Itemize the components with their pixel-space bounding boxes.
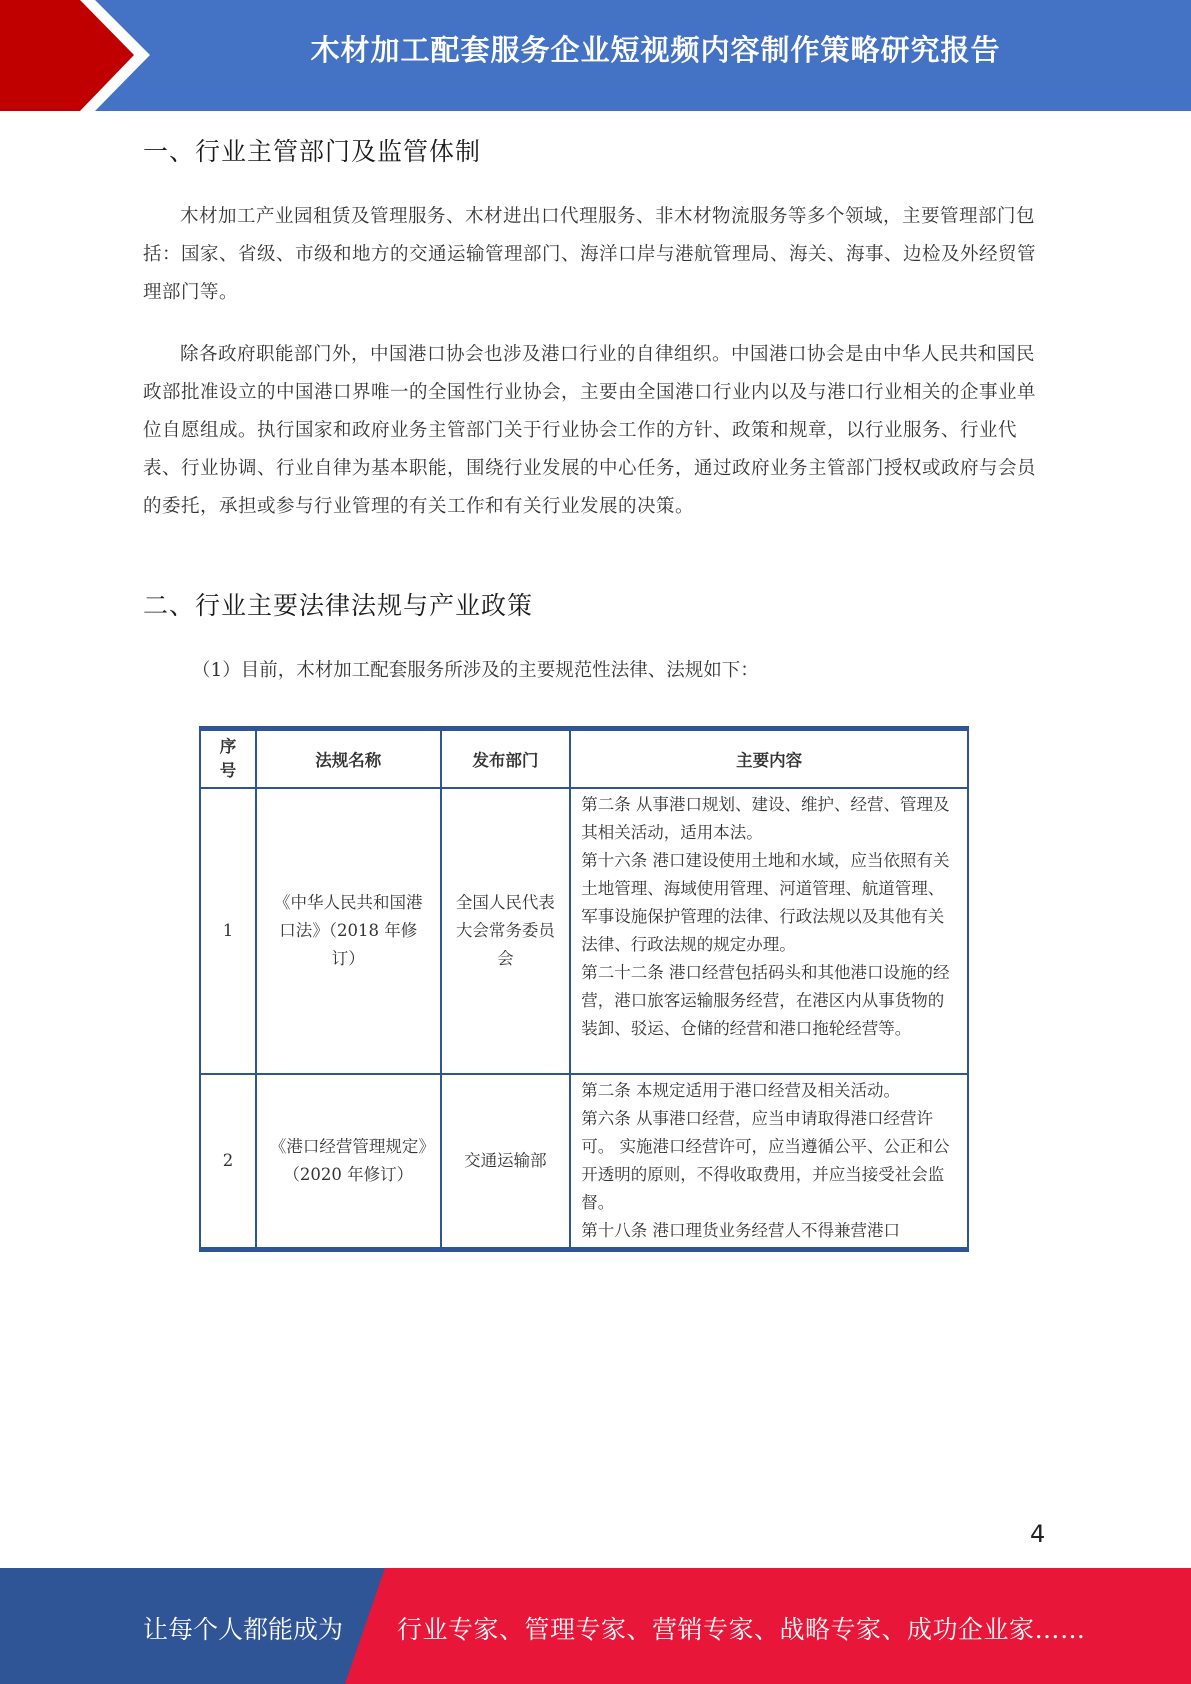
footer-slogan-left: 让每个人都能成为 <box>143 1615 344 1644</box>
header-dept: 发布部门 <box>441 729 571 789</box>
content-line: 第二十二条 港口经营包括码头和其他港口设施的经营，港口旅客运输服务经营，在港区内从事货物的装卸、驳运、仓储的经营和港口拖轮经营等。 <box>581 963 950 1038</box>
page-footer <box>0 1568 1191 1684</box>
paragraph-2: 除各政府职能部门外，中国港口协会也涉及港口行业的自律组织。中国港口协会是由中华人民共和国民政部批准设立的中国港口界唯一的全国性行业协会，主要由全国港口行业内以及与港口行业相关的企事业单位自愿组成。执行国家和政府业务主管部门关于行业协会工作的方针、政策和规章，以行业服务、行业代表、行业协调、行业自律为基本职能，围绕行业发展的中心任务，通过政府业务主管部门授权或政府与会员的委托，承担或参与行业管理的有关工作和有关行业发展的决策。 <box>143 344 1037 517</box>
cell-dept: 交通运输部 <box>441 1074 571 1250</box>
regulations-table <box>199 726 969 1252</box>
header-no: 序号 <box>200 729 256 789</box>
section-heading-1: 一、行业主管部门及监管体制 <box>143 137 482 166</box>
cell-name: 《中华人民共和国港口法》（2018 年修订） <box>256 788 441 1074</box>
page-header <box>0 0 1191 111</box>
table-intro: （1）目前，木材加工配套服务所涉及的主要规范性法律、法规如下： <box>192 660 759 681</box>
table-row <box>200 1074 968 1250</box>
header-title: 木材加工配套服务企业短视频内容制作策略研究报告 <box>310 33 1001 67</box>
cell-content <box>570 788 968 1074</box>
cell-no: 2 <box>200 1074 256 1250</box>
content-line: 第二条 从事港口规划、建设、维护、经营、管理及其相关活动，适用本法。 <box>581 795 950 842</box>
header-name: 法规名称 <box>256 729 441 789</box>
content-line: 第十六条 港口建设使用土地和水域，应当依照有关土地管理、海域使用管理、河道管理、航道管理、军事设施保护管理的法律、行政法规以及其他有关法律、行政法规的规定办理。 <box>581 851 950 954</box>
content-line: 第十八条 港口理货业务经营人不得兼营港口 <box>581 1221 900 1240</box>
cell-dept: 全国人民代表大会常务委员会 <box>441 788 571 1074</box>
header-content: 主要内容 <box>570 729 968 789</box>
table-header-row <box>200 729 968 789</box>
cell-no: 1 <box>200 788 256 1074</box>
content-line: 第二条 本规定适用于港口经营及相关活动。 <box>581 1081 900 1100</box>
page-number: 4 <box>1030 1520 1046 1548</box>
table-row <box>200 788 968 1074</box>
cell-name: 《港口经营管理规定》（2020 年修订） <box>256 1074 441 1250</box>
cell-content <box>570 1074 968 1250</box>
section-heading-2: 二、行业主要法律法规与产业政策 <box>143 591 534 620</box>
paragraph-1: 木材加工产业园租赁及管理服务、木材进出口代理服务、非木材物流服务等多个领域，主要管理部门包括：国家、省级、市级和地方的交通运输管理部门、海洋口岸与港航管理局、海关、海事、边检及外经贸管理部门等。 <box>143 206 1037 303</box>
footer-slogan-right: 行业专家、管理专家、营销专家、战略专家、成功企业家…… <box>397 1615 1086 1644</box>
content-line: 第六条 从事港口经营，应当申请取得港口经营许可。 实施港口经营许可，应当遵循公平、公正和公开透明的原则，不得收取费用，并应当接受社会监督。 <box>581 1109 950 1212</box>
